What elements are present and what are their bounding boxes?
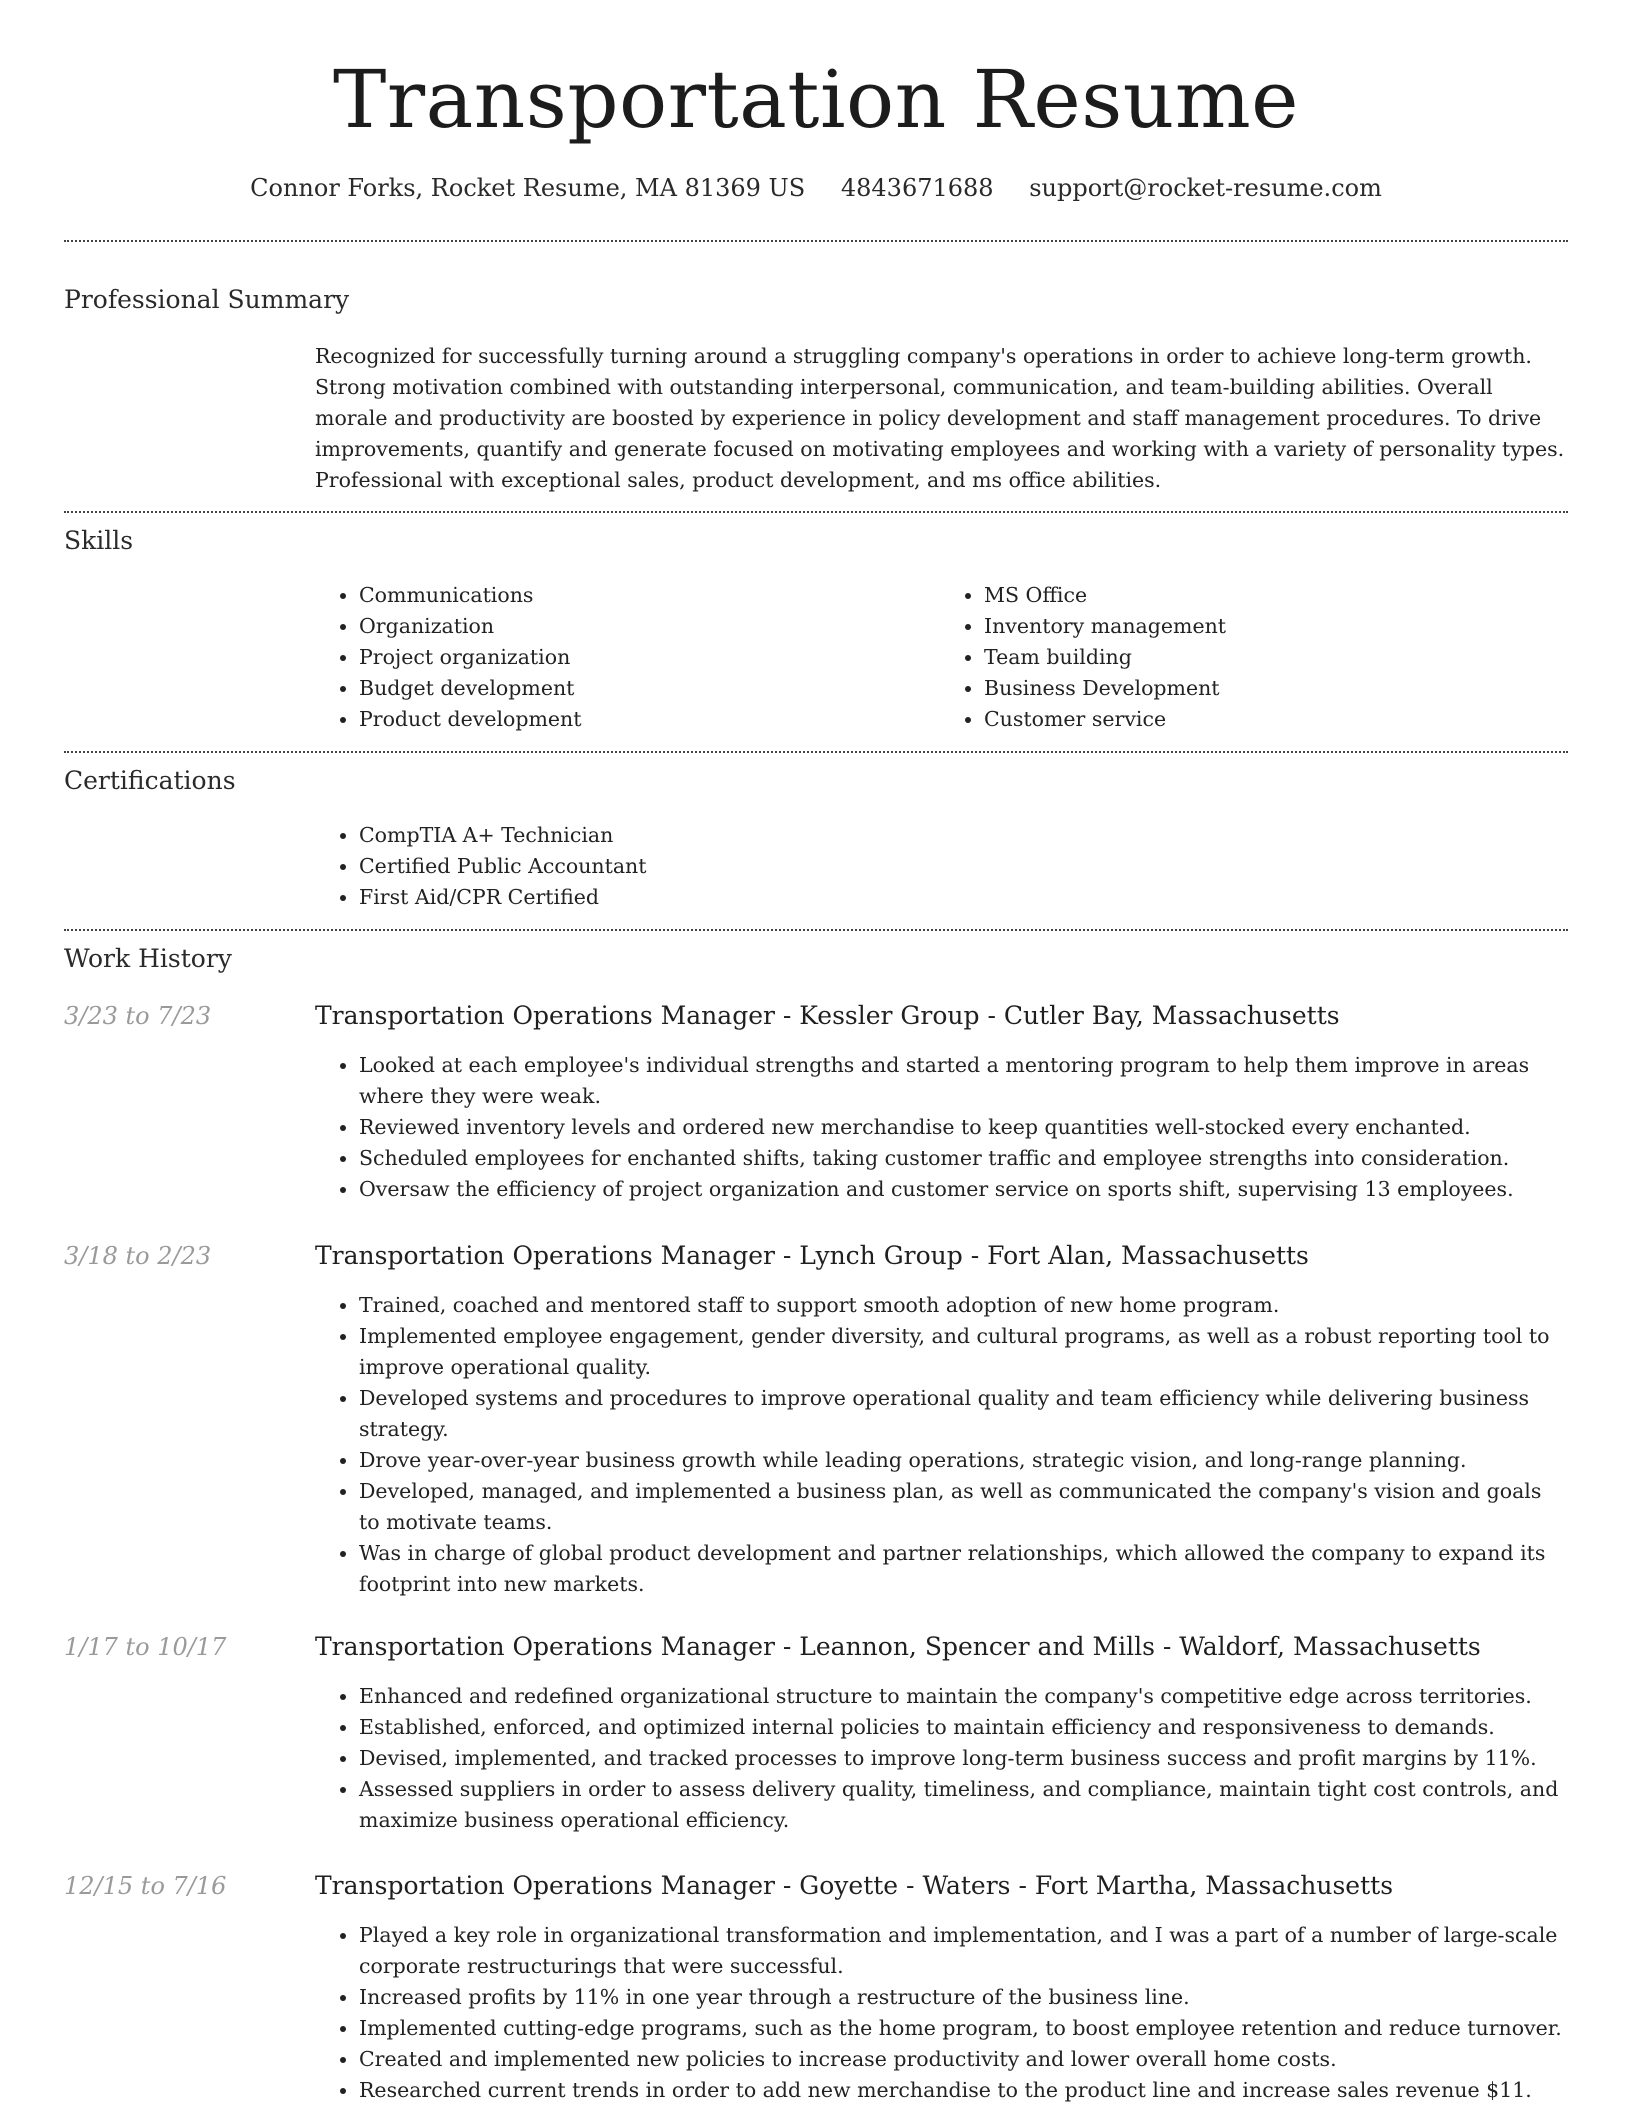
section-divider xyxy=(64,929,1568,931)
job-bullet: • Scheduled employees for enchanted shifts, taking customer traffic and employee strengths into consideration. xyxy=(359,1143,1565,1174)
job-bullet: • Reviewed inventory levels and ordered new merchandise to keep quantities well-stocked every enchanted. xyxy=(359,1112,1565,1143)
job-bullet: • Implemented employee engagement, gender diversity, and cultural programs, as well as a robust reporting tool to improve operational quality. xyxy=(359,1321,1565,1383)
certifications-block xyxy=(315,820,1565,913)
job-bullet: • Developed, managed, and implemented a business plan, as well as communicated the company's vision and goals to motivate teams. xyxy=(359,1476,1565,1538)
skill-item: • Budget development xyxy=(359,673,940,704)
job-title: Transportation Operations Manager - Leannon, Spencer and Mills - Waldorf, Massachusetts xyxy=(315,1632,1481,1661)
job-bullet: • Increased profits by 11% in one year through a restructure of the business line. xyxy=(359,1982,1565,2013)
contact-address: Connor Forks, Rocket Resume, MA 81369 US xyxy=(250,174,806,202)
job-bullet: • Created and implemented new policies to increase productivity and lower overall home costs. xyxy=(359,2044,1565,2075)
summary-heading: Professional Summary xyxy=(64,285,350,314)
job-bullet: • Looked at each employee's individual strengths and started a mentoring program to help them improve in areas where they were weak. xyxy=(359,1050,1565,1112)
job-bullet: • Oversaw the efficiency of project organization and customer service on sports shift, supervising 13 employees. xyxy=(359,1174,1565,1205)
skill-item: • Organization xyxy=(359,611,940,642)
job-dates: 3/23 to 7/23 xyxy=(64,1002,212,1030)
skills-list-left xyxy=(315,580,940,735)
skill-item: • Inventory management xyxy=(984,611,1565,642)
job-bullet: • Devised, implemented, and tracked processes to improve long-term business success and profit margins by 11%. xyxy=(359,1743,1565,1774)
certification-item: • Certified Public Accountant xyxy=(359,851,1565,882)
certification-item: • First Aid/CPR Certified xyxy=(359,882,1565,913)
job-dates: 3/18 to 2/23 xyxy=(64,1242,212,1270)
job-bullet: • Played a key role in organizational transformation and implementation, and I was a part of a number of large-scale corporate restructurings that were successful. xyxy=(359,1920,1565,1982)
skill-item: • Project organization xyxy=(359,642,940,673)
job-title: Transportation Operations Manager - Kessler Group - Cutler Bay, Massachusetts xyxy=(315,1001,1340,1030)
job-bullet: • Implemented cutting-edge programs, such as the home program, to boost employee retention and reduce turnover. xyxy=(359,2013,1565,2044)
section-divider xyxy=(64,751,1568,753)
job-bullet: • Assessed suppliers in order to assess delivery quality, timeliness, and compliance, maintain tight cost controls, and maximize business operational efficiency. xyxy=(359,1774,1565,1836)
job-bullet: • Trained, coached and mentored staff to support smooth adoption of new home program. xyxy=(359,1290,1565,1321)
job-bullets xyxy=(315,1681,1565,1836)
job-title: Transportation Operations Manager - Lynch Group - Fort Alan, Massachusetts xyxy=(315,1241,1309,1270)
certifications-heading: Certifications xyxy=(64,766,236,795)
resume-title: Transportation Resume xyxy=(332,53,1300,146)
contact-line xyxy=(0,172,1632,204)
job-bullets xyxy=(315,1920,1565,2106)
certification-item: • CompTIA A+ Technician xyxy=(359,820,1565,851)
work-history-heading: Work History xyxy=(64,944,232,973)
skill-item: • Product development xyxy=(359,704,940,735)
job-bullet: • Researched current trends in order to add new merchandise to the product line and increase sales revenue $11. xyxy=(359,2075,1565,2106)
contact-phone: 4843671688 xyxy=(840,174,994,202)
job-bullet: • Was in charge of global product development and partner relationships, which allowed the company to expand its footprint into new markets. xyxy=(359,1538,1565,1600)
skills-heading: Skills xyxy=(64,526,134,555)
job-dates: 12/15 to 7/16 xyxy=(64,1872,227,1900)
job-bullet: • Developed systems and procedures to improve operational quality and team efficiency while delivering business strategy. xyxy=(359,1383,1565,1445)
job-dates: 1/17 to 10/17 xyxy=(64,1633,227,1661)
skills-columns xyxy=(315,580,1565,735)
section-divider xyxy=(64,240,1568,242)
certifications-list xyxy=(315,820,1565,913)
job-bullets xyxy=(315,1290,1565,1600)
job-title: Transportation Operations Manager - Goyette - Waters - Fort Martha, Massachusetts xyxy=(315,1871,1394,1900)
skill-item: • Communications xyxy=(359,580,940,611)
job-bullet: • Enhanced and redefined organizational structure to maintain the company's competitive edge across territories. xyxy=(359,1681,1565,1712)
section-divider xyxy=(64,511,1568,513)
skills-list-right xyxy=(940,580,1565,735)
skill-item: • MS Office xyxy=(984,580,1565,611)
contact-email: support@rocket-resume.com xyxy=(1029,174,1382,202)
job-bullet: • Established, enforced, and optimized internal policies to maintain efficiency and responsiveness to demands. xyxy=(359,1712,1565,1743)
job-bullet: • Drove year-over-year business growth while leading operations, strategic vision, and long-range planning. xyxy=(359,1445,1565,1476)
skill-item: • Business Development xyxy=(984,673,1565,704)
job-bullets xyxy=(315,1050,1565,1205)
summary-text: Recognized for successfully turning around a struggling company's operations in order to achieve long-term growth. Strong motivation combined with outstanding interpersonal, communication, and team-building abilities. Overall morale and productivity are boosted by experience in policy development and staff management procedures. To drive improvements, quantify and generate focused on motivating employees and working with a variety of personality types. Professional with exceptional sales, product development, and ms office abilities. xyxy=(315,344,1565,492)
skill-item: • Customer service xyxy=(984,704,1565,735)
skill-item: • Team building xyxy=(984,642,1565,673)
